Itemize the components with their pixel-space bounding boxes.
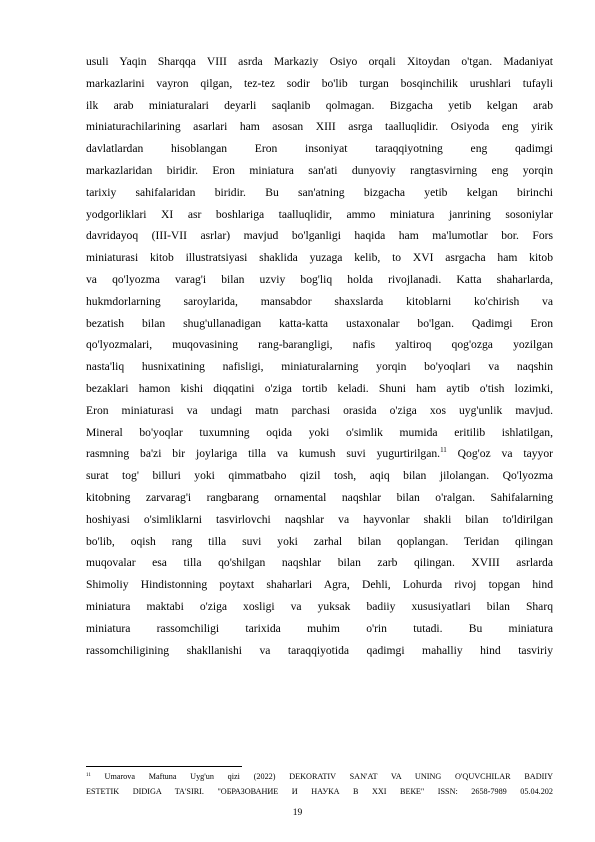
footnote-number: 11	[86, 773, 91, 778]
footnote-line	[86, 769, 553, 784]
body-line: kitobning zarvarag'i rangbarang ornamental naqshlar bilan o'ralgan. Sahifalarning	[86, 490, 553, 504]
body-line: markazlarini vayron qilgan, tez-tez sodir bo'lib turgan bosqinchilik urushlari tufayli	[86, 76, 553, 90]
body-line: yodgorliklari XI asr boshlariga taalluqlidir, ammo miniatura janrining sosoniylar	[86, 207, 553, 221]
body-text	[86, 51, 553, 661]
body-line: Shimoliy Hindistonning poytaxt shaharlari Agra, Dehli, Lohurda rivoj topgan hind	[86, 578, 553, 592]
body-line: miniatura maktabi o'ziga xosligi va yuksak badiiy xususiyatlari bilan Sharq	[86, 599, 553, 613]
body-line-text: rasmning ba'zi bir joylariga tilla va kumush suvi yugurtirilgan.	[86, 447, 441, 461]
footnote-line: ESTETIK DIDIGA TA'SIRI. "ОБРАЗОВАНИЕ И НАУКА В XXI ВЕКЕ" ISSN: 2658-7989 05.04.202	[86, 787, 553, 796]
body-line: hoshiyasi o'simliklarni tasvirlovchi naqshlar va hayvonlar shakli bilan to'ldirilgan	[86, 512, 553, 526]
body-line: bezatish bilan shug'ullanadigan katta-katta ustaxonalar bo'lgan. Qadimgi Eron	[86, 316, 553, 330]
body-line: miniaturasi kitob illustratsiyasi shaklida yuzaga kelib, to XVI asrgacha ham kitob	[86, 251, 553, 265]
footnote-divider	[86, 766, 242, 767]
body-line-continuation: Qog'oz va tayyor	[446, 447, 553, 461]
body-line: Eron miniaturasi va undagi matn parchasi orasida o'ziga xos uyg'unlik mavjud.	[86, 403, 553, 417]
body-line: miniatura rassomchiligi tarixida muhim o'rin tutadi. Bu miniatura	[86, 621, 553, 635]
body-line: Mineral bo'yoqlar tuxumning oqida yoki o'simlik mumida eritilib ishlatilgan,	[86, 425, 553, 439]
footnote-text: Umarova Maftuna Uyg'un qizi (2022) DEKORATIV SAN'AT VA UNING O'QUVCHILAR BADIIY	[90, 772, 553, 781]
body-line: ilk arab miniaturalari deyarli saqlanib qolmagan. Bizgacha yetib kelgan arab	[86, 98, 553, 112]
body-line: bezaklari hamon kishi diqqatini o'ziga tortib keladi. Shuni ham aytib o'tish lozimki,	[86, 381, 553, 395]
body-line: rassomchiligining shakllanishi va taraqqiyotida qadimgi mahalliy hind tasviriy	[86, 643, 553, 657]
body-line: hukmdorlarning saroylarida, mansabdor shaxslarda kitoblarni ko'chirish va	[86, 294, 553, 308]
body-line: muqovalar esa tilla qo'shilgan naqshlar bilan zarb qilingan. XVIII asrlarda	[86, 556, 553, 570]
body-line: davridayoq (III-VII asrlar) mavjud bo'lganligi haqida ham ma'lumotlar bor. Fors	[86, 229, 553, 243]
footnote-reference: 11	[440, 446, 447, 455]
body-line: nasta'liq husnixatining nafisligi, miniaturalarning yorqin bo'yoqlari va naqshin	[86, 360, 553, 374]
body-line: miniaturachilarining asarlari ham asosan XIII asrga taalluqlidir. Osiyoda eng yirik	[86, 120, 553, 134]
body-line-with-footnote-ref	[86, 443, 553, 465]
body-line: surat tog' billuri yoki qimmatbaho qizil tosh, aqiq bilan jilolangan. Qo'lyozma	[86, 469, 553, 483]
body-line: bo'lib, oqish rang tilla suvi yoki zarhal bilan qoplangan. Teridan qilingan	[86, 534, 553, 548]
body-line: tarixiy sahifalaridan biridir. Bu san'atning bizgacha yetib kelgan birinchi	[86, 185, 553, 199]
body-line: markazlaridan biridir. Eron miniatura san'ati dunyoviy rangtasvirning eng yorqin	[86, 163, 553, 177]
body-line: va qo'lyozma varag'i bilan uzviy bog'liq holda rivojlanadi. Katta shaharlarda,	[86, 272, 553, 286]
body-line: davlatlardan hisoblangan Eron insoniyat taraqqiyotning eng qadimgi	[86, 142, 553, 156]
footnote	[86, 769, 553, 799]
body-line: usuli Yaqin Sharqqa VIII asrda Markaziy Osiyo orqali Xitoydan o'tgan. Madaniyat	[86, 55, 553, 68]
body-line: qo'lyozmalari, muqovasining rang-barangligi, nafis yaltiroq qog'ozga yozilgan	[86, 338, 553, 352]
page-number: 19	[292, 808, 303, 818]
